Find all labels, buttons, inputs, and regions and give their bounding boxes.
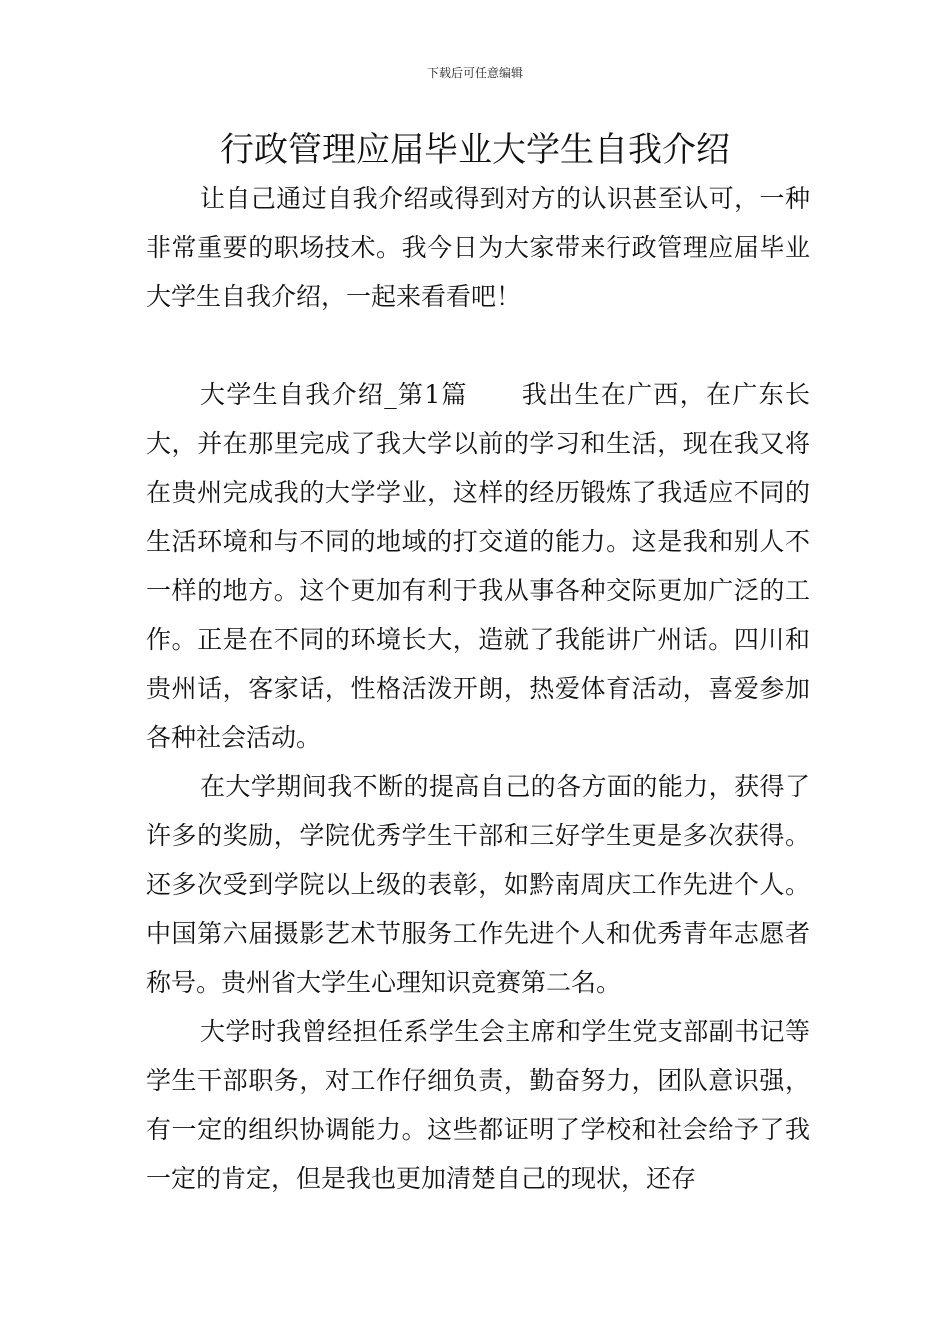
awards-paragraph: 在大学期间我不断的提高自己的各方面的能力，获得了许多的奖励，学院优秀学生干部和三好学生更是多次获得。还多次受到学院以上级的表彰，如黔南周庆工作先进个人。中国第六届摄影艺术节服务工作先进个人和优秀青年志愿者称号。贵州省大学生心理知识竞赛第二名。 (146, 772, 810, 997)
page-header-note: 下载后可任意编辑 (426, 66, 523, 80)
document-body (146, 174, 810, 1203)
section-1-text: 我出生在广西，在广东长大，并在那里完成了我大学以前的学习和生活，现在我又将在贵州完成我的大学学业，这样的经历锻炼了我适应不同的生活环境和与不同的地域的打交道的能力。这是我和别人不一样的地方。这个更加有利于我从事各种交际更加广泛的工作。正是在不同的环境长大，造就了我能讲广州话。四川和贵州话，客家话，性格活泼开朗，热爱体育活动，喜爱参加各种社会活动。 (146, 380, 810, 752)
intro-paragraph: 让自己通过自我介绍或得到对方的认识甚至认可，一种非常重要的职场技术。我今日为大家带来行政管理应届毕业大学生自我介绍，一起来看看吧！ (146, 184, 810, 311)
document-title: 行政管理应届毕业大学生自我介绍 (220, 130, 730, 170)
section-label: 大学生自我介绍_第1篇 (200, 380, 468, 409)
section-1-paragraph (146, 370, 810, 762)
leadership-paragraph: 大学时我曾经担任系学生会主席和学生党支部副书记等学生干部职务，对工作仔细负责，勤奋努力，团队意识强，有一定的组织协调能力。这些都证明了学校和社会给予了我一定的肯定，但是我也更加清楚自己的现状，还存 (146, 1017, 810, 1193)
